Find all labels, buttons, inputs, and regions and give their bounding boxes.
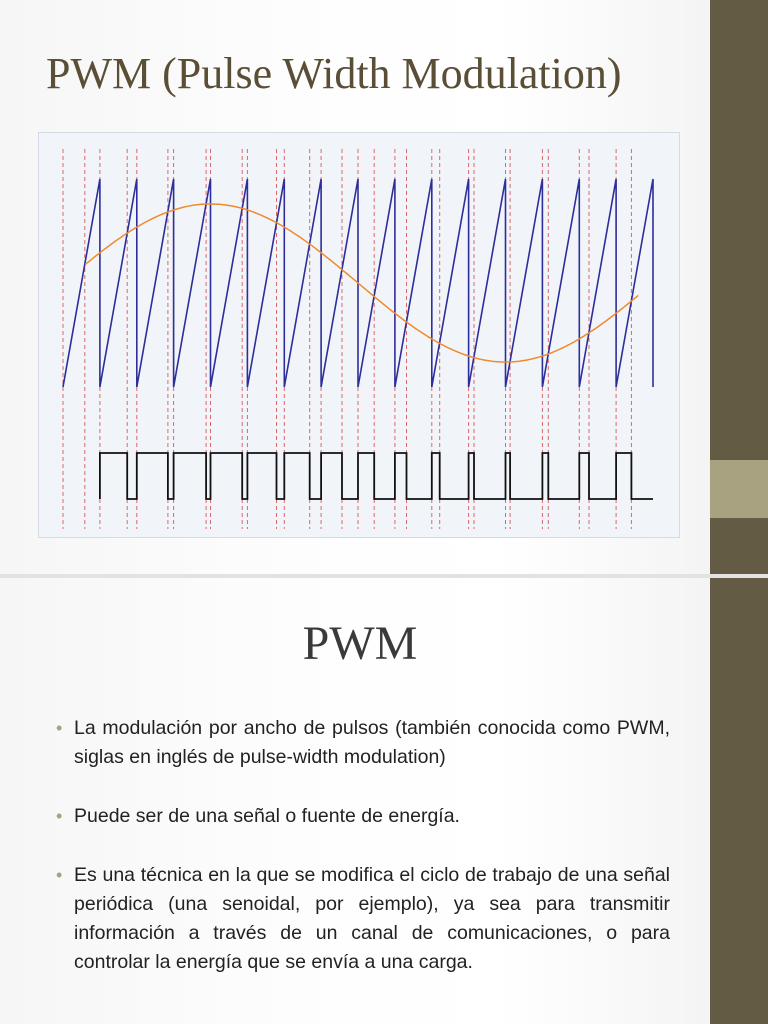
pwm-output-line [100,453,653,499]
pwm-chart-svg [39,133,679,537]
sidebar-band [710,578,768,1024]
bullet-icon: • [56,718,63,738]
bullet-item [56,714,670,772]
bullet-icon: • [56,806,63,826]
bullet-text: Es una técnica en la que se modifica el ciclo de trabajo de una señal periódica (una senoidal, por ejemplo), ya sea para transmitir información a través de un canal de comunicaciones, o para controlar la energía que se envía a una carga. [74,864,670,973]
bullet-icon: • [56,865,63,885]
slide-title: PWM [302,617,418,670]
bullet-item [56,861,670,977]
sidebar-accent [710,460,768,518]
slide-title: PWM (Pulse Width Modulation) [46,49,622,98]
pwm-chart [38,132,680,538]
bullet-item [56,802,670,831]
bullet-text: Puede ser de una señal o fuente de energía. [74,805,460,827]
slide-pwm-description [0,578,710,1024]
bullet-text: La modulación por ancho de pulsos (también conocida como PWM, siglas en inglés de pulse-width modulation) [74,717,670,768]
bullet-list [56,714,670,1007]
